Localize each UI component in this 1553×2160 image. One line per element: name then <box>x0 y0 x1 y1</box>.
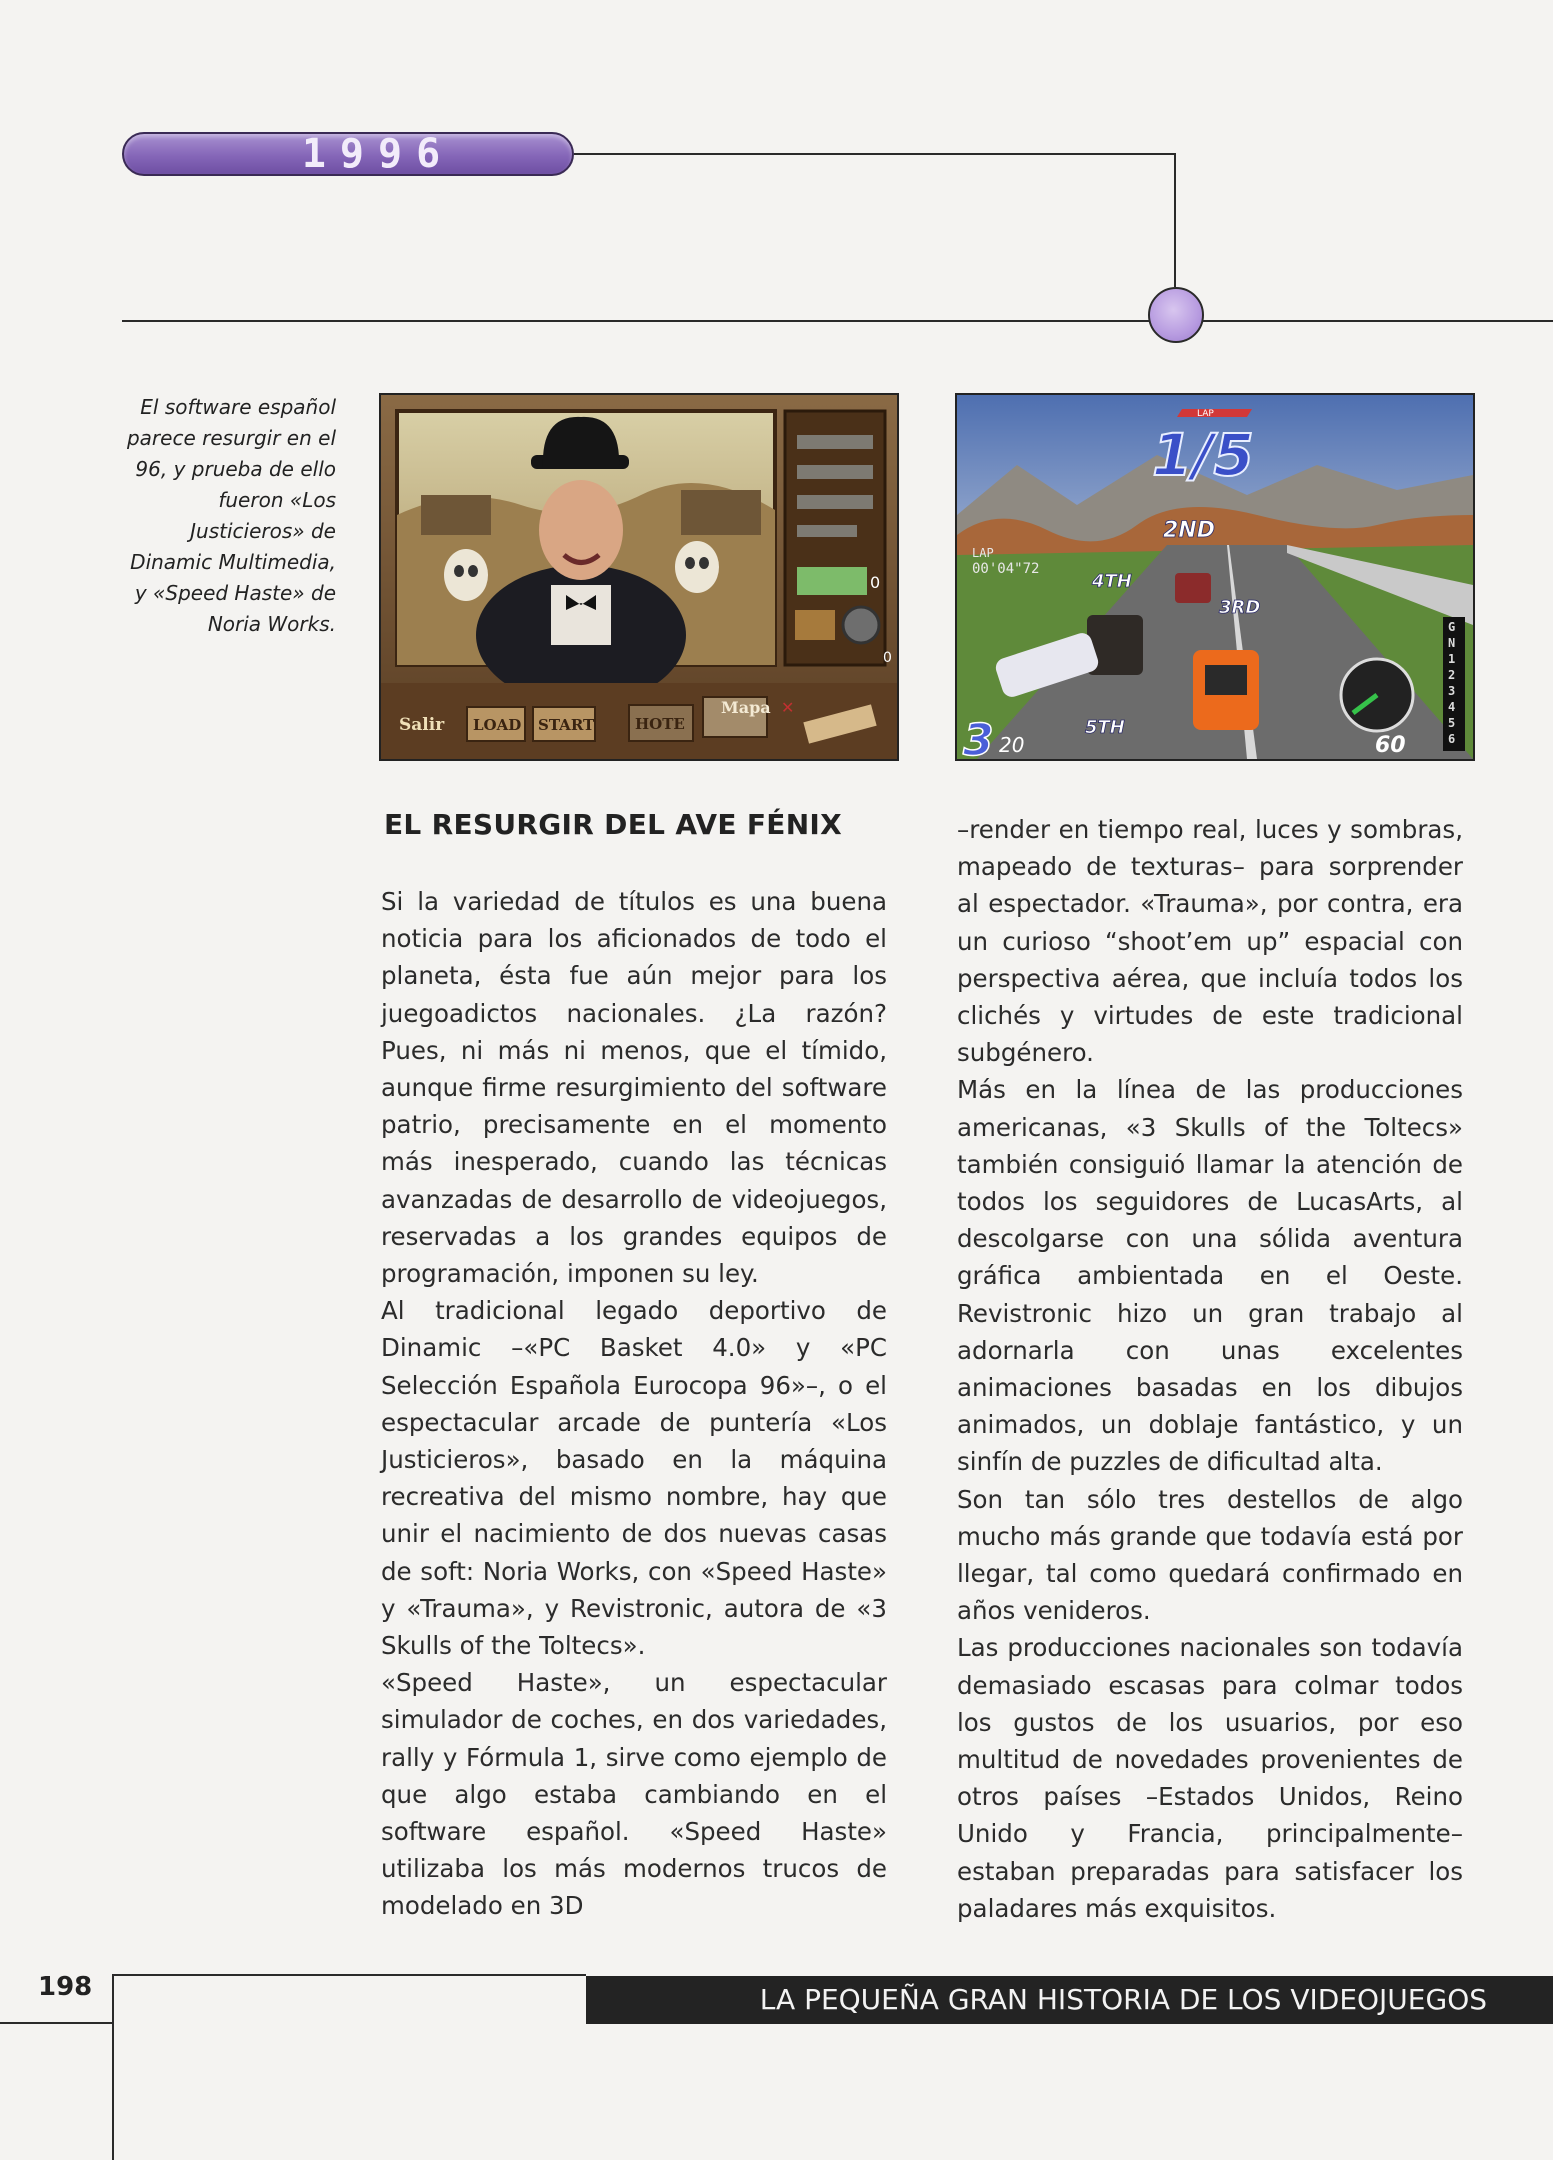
lap-time: 00'04"72 <box>972 561 1040 577</box>
total-cars: 20 <box>999 733 1025 757</box>
justicieros-scene <box>381 395 897 759</box>
timeline-node <box>1148 287 1204 343</box>
speed-haste-scene <box>957 395 1473 759</box>
speed-readout: 60 <box>1375 733 1406 758</box>
lap-time-label: LAP <box>972 546 994 560</box>
race-position: 3 <box>963 715 994 759</box>
timeline-top-line <box>574 153 1174 155</box>
paragraph: Más en la línea de las producciones americanas, «3 Skulls of the Toltecs» también consiguió llamar la atención de todos los seguidores de LucasArts, al descolgarse con una sólida aventura gráfica ambientada en el Oeste. Revistronic hizo un gran trabajo al adornarla con unas excelentes animaciones basadas en los dibujos animados, un doblaje fantástico, y un sinfín de puzzles de dificultad alta. <box>957 1075 1463 1477</box>
footer-top-rule <box>112 1974 586 1976</box>
paragraph: «Speed Haste», un espectacular simulador de coches, en dos variedades, rally y Fórmula 1, sirve como ejemplo de que algo estaba cambiando en el software español. «Speed Haste» utilizaba los más modernos trucos de modelado en 3D <box>381 1668 887 1921</box>
close-x-icon[interactable]: ✕ <box>781 698 795 717</box>
footer-vertical-rule <box>112 1974 114 2160</box>
screenshot-speed-haste <box>955 393 1475 761</box>
gear-3: 3 <box>1448 684 1456 698</box>
paragraph: Si la variedad de títulos es una buena noticia para los aficionados de todo el planeta, ésta fue aún mejor para los juegoadictos nacionales. ¿La razón? Pues, ni más ni menos, que el tímido, aunque firme resurgimiento del software patrio, precisamente en el momento más inesperado, cuando las técnicas avanzadas de desarrollo de videojuegos, reservadas a los grandes equipos de programación, imponen su ley. <box>381 887 887 1289</box>
page-number: 198 <box>38 1972 93 2002</box>
gear-6: 6 <box>1448 732 1456 746</box>
hote-button[interactable]: HOTE <box>635 715 685 733</box>
gear-5: 5 <box>1448 716 1456 730</box>
footer-book-title: LA PEQUEÑA GRAN HISTORIA DE LOS VIDEOJUEGOS <box>586 1976 1553 2024</box>
paragraph: Son tan sólo tres destellos de algo mucho más grande que todavía está por llegar, tal como quedará confirmado en años venideros. <box>957 1484 1463 1626</box>
gear-4: 4 <box>1448 700 1456 714</box>
lap-count: 1/5 <box>1152 421 1254 489</box>
paragraph: Las producciones nacionales son todavía demasiado escasas para colmar todos los gustos de los usuarios, por eso multitud de novedades provenientes de otros países –Estados Unidos, Reino Unido y Francia, principalmente– estaban preparadas para satisfacer los paladares más exquisitos. <box>957 1633 1463 1923</box>
salir-button[interactable]: Salir <box>399 715 445 735</box>
start-button[interactable]: START <box>538 716 595 734</box>
paragraph: Al tradicional legado deportivo de Dinamic –«PC Basket 4.0» y «PC Selección Española Eurocopa 96»–, o el espectacular arcade de puntería «Los Justicieros», basado en la máquina recreativa del mismo nombre, hay que unir el nacimiento de dos nuevas casas de soft: Noria Works, con «Speed Haste» y «Trauma», y Revistronic, autora de «3 Skulls of the Toltecs». <box>381 1296 887 1661</box>
position-tag-2nd: 2ND <box>1163 518 1215 543</box>
timeline-main-line <box>122 320 1553 322</box>
year-label: 1996 <box>301 131 455 177</box>
lap-banner-label: LAP <box>1197 409 1214 419</box>
gear-g: G <box>1448 620 1456 634</box>
gear-2: 2 <box>1448 668 1456 682</box>
timeline-connector <box>1174 153 1176 287</box>
position-tag-5th: 5TH <box>1085 717 1125 738</box>
position-tag-4th: 4TH <box>1092 571 1132 592</box>
screenshot-los-justicieros <box>379 393 899 761</box>
position-tag-3rd: 3RD <box>1219 597 1261 618</box>
article-column-left <box>381 883 887 1925</box>
article-heading: EL RESURGIR DEL AVE FÉNIX <box>384 808 843 841</box>
ammo-counter: 0 <box>870 573 881 592</box>
article-column-right <box>957 811 1463 1927</box>
gear-n: N <box>1448 636 1456 650</box>
gear-1: 1 <box>1448 652 1456 666</box>
image-caption: El software español parece resurgir en el 96, y prueba de ello fueron «Los Justicieros» de Dinamic Multimedia, y «Speed Haste» de Noria Works. <box>126 395 336 636</box>
load-button[interactable]: LOAD <box>473 716 522 734</box>
year-banner <box>122 132 574 176</box>
footer-left-rule <box>0 2022 114 2024</box>
money-counter: 0 <box>883 650 892 666</box>
mapa-button[interactable]: Mapa <box>721 698 771 717</box>
paragraph: –render en tiempo real, luces y sombras, mapeado de texturas– para sorprender al espectador. «Trauma», por contra, era un curioso “shoot’em up” espacial con perspectiva aérea, que incluía todos los clichés y virtudes de este tradicional subgénero. <box>957 815 1463 1068</box>
